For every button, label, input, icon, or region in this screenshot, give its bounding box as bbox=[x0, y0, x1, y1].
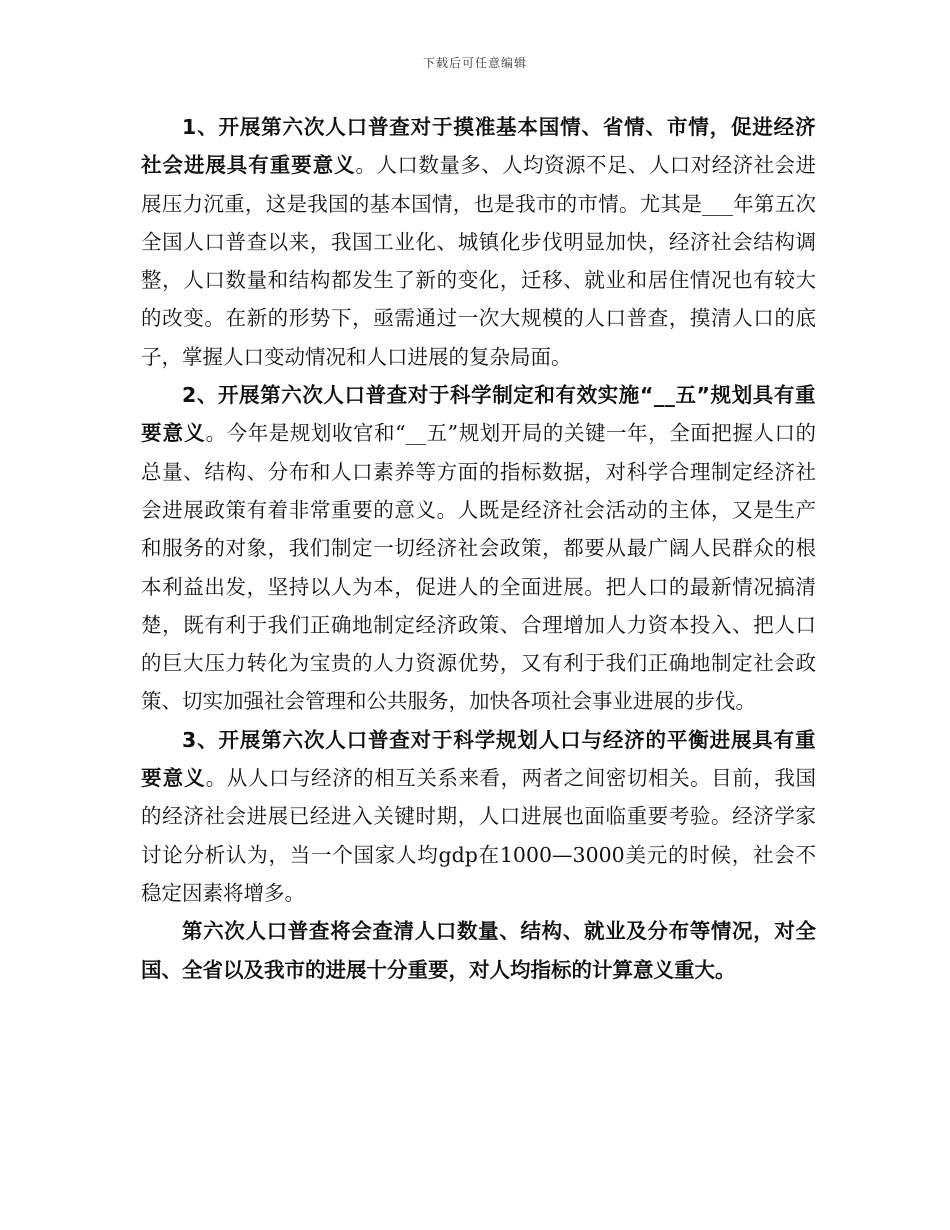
paragraph-3 bbox=[141, 721, 816, 912]
paragraph-1-heading: 1、开展第六次人口普查对于摸准基本国情、省情、市情，促进经济社会进展具有重要意义 bbox=[141, 115, 816, 178]
paragraph-1 bbox=[141, 108, 816, 376]
page-header-note: 下载后可任意编辑 bbox=[422, 56, 527, 70]
paragraph-2-heading: 2、开展第六次人口普查对于科学制定和有效实施“__五”规划具有重要意义 bbox=[141, 383, 816, 446]
paragraph-2 bbox=[141, 376, 816, 721]
paragraph-1-text: 。人口数量多、人均资源不足、人口对经济社会进展压力沉重，这是我国的基本国情，也是我市的市情。尤其是___年第五次全国人口普查以来，我国工业化、城镇化步伐明显加快，经济社会结构调整，人口数量和结构都发生了新的变化，迁移、就业和居住情况也有较大的改变。在新的形势下，亟需通过一次大规模的人口普查，摸清人口的底子，掌握人口变动情况和人口进展的复杂局面。 bbox=[141, 153, 816, 369]
paragraph-3-heading: 3、开展第六次人口普查对于科学规划人口与经济的平衡进展具有重要意义 bbox=[141, 727, 816, 791]
document-body bbox=[141, 108, 816, 989]
paragraph-3-text: 。从人口与经济的相互关系来看，两者之间密切相关。目前，我国的经济社会进展已经进入关键时期，人口进展也面临重要考验。经济学家讨论分析认为，当一个国家人均gdp在1000—3000美元的时候，社会不稳定因素将增多。 bbox=[141, 766, 817, 905]
closing-paragraph: 第六次人口普查将会查清人口数量、结构、就业及分布等情况，对全国、全省以及我市的进展十分重要，对人均指标的计算意义重大。 bbox=[141, 919, 816, 982]
paragraph-2-text: 。今年是规划收官和“__五”规划开局的关键一年，全面把握人口的总量、结构、分布和人口素养等方面的指标数据，对科学合理制定经济社会进展政策有着非常重要的意义。人既是经济社会活动的主体，又是生产和服务的对象，我们制定一切经济社会政策，都要从最广阔人民群众的根本利益出发，坚持以人为本，促进人的全面进展。把人口的最新情况搞清楚，既有利于我们正确地制定经济政策、合理增加人力资本投入、把人口的巨大压力转化为宝贵的人力资源优势，又有利于我们正确地制定社会政策、切实加强社会管理和公共服务，加快各项社会事业进展的步伐。 bbox=[141, 421, 816, 714]
